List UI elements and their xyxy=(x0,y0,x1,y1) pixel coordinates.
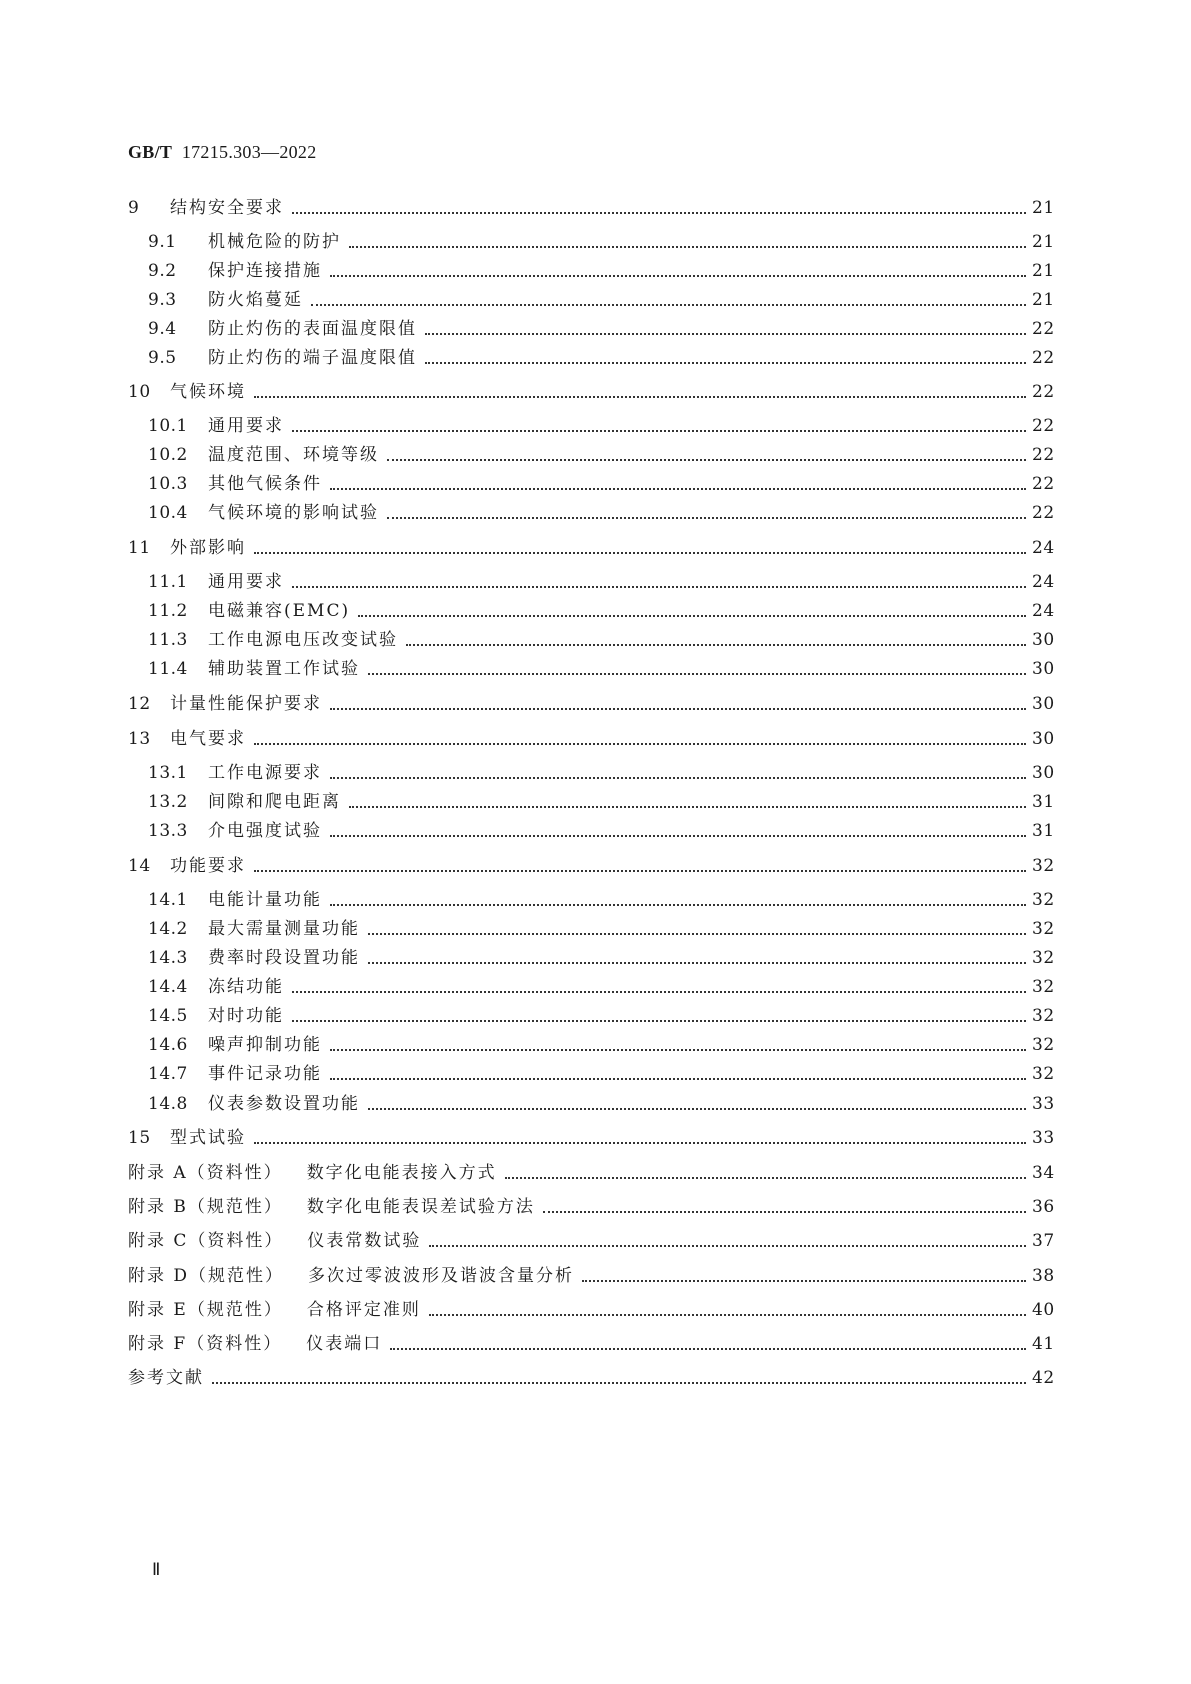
toc-leader-dots xyxy=(311,303,1026,306)
toc-entry-page: 33 xyxy=(1032,1094,1055,1114)
toc-entry-page: 21 xyxy=(1032,261,1055,281)
toc-leader-dots xyxy=(212,1381,1026,1384)
toc-entry[interactable] xyxy=(128,230,1054,254)
toc-entry-page: 24 xyxy=(1032,601,1055,621)
toc-entry[interactable] xyxy=(128,975,1054,999)
toc-leader-dots xyxy=(390,1347,1026,1350)
toc-entry-page: 30 xyxy=(1032,659,1055,679)
toc-entry-title: 电能计量功能 xyxy=(208,890,322,910)
toc-entry[interactable] xyxy=(128,317,1054,341)
toc-entry-title: 气候环境 xyxy=(170,382,246,402)
toc-leader-dots xyxy=(349,245,1026,248)
toc-entry-page: 21 xyxy=(1032,232,1055,252)
standard-number: 17215.303—2022 xyxy=(181,142,317,162)
toc-entry[interactable] xyxy=(128,501,1054,525)
toc-entry-number: 11.1 xyxy=(148,572,188,592)
toc-entry-page: 22 xyxy=(1032,416,1055,436)
toc-entry-number: 13.1 xyxy=(148,763,188,783)
toc-entry-title: 辅助装置工作试验 xyxy=(208,659,360,679)
toc-entry-title: 电磁兼容(EMC) xyxy=(208,601,351,621)
toc-entry-number: 9.1 xyxy=(148,232,177,252)
toc-leader-dots xyxy=(330,487,1026,490)
toc-entry-title: 防止灼伤的端子温度限值 xyxy=(208,348,417,368)
toc-entry[interactable] xyxy=(128,1264,1054,1288)
toc-leader-dots xyxy=(292,585,1026,588)
toc-entry-number: 9.5 xyxy=(148,348,177,368)
toc-entry[interactable] xyxy=(128,1033,1054,1057)
toc-entry-page: 37 xyxy=(1032,1231,1055,1251)
toc-entry[interactable] xyxy=(128,657,1054,681)
toc-entry-title: 数字化电能表误差试验方法 xyxy=(306,1197,535,1217)
toc-entry-title: 合格评定准则 xyxy=(306,1300,421,1320)
toc-entry-title: 温度范围、环境等级 xyxy=(208,445,379,465)
toc-leader-dots xyxy=(429,1313,1026,1316)
toc-entry-title: 结构安全要求 xyxy=(170,198,284,218)
toc-leader-dots xyxy=(254,742,1026,745)
toc-leader-dots xyxy=(330,707,1026,710)
toc-entry-title: 多次过零波波形及谐波含量分析 xyxy=(308,1266,575,1286)
toc-entry-page: 32 xyxy=(1032,1006,1055,1026)
toc-entry-number: 12 xyxy=(128,694,151,714)
toc-leader-dots xyxy=(368,961,1026,964)
toc-entry[interactable] xyxy=(128,414,1054,438)
toc-entry-page: 30 xyxy=(1032,729,1055,749)
toc-entry-page: 30 xyxy=(1032,630,1055,650)
toc-leader-dots xyxy=(292,1019,1026,1022)
toc-entry-page: 38 xyxy=(1032,1266,1055,1286)
toc-leader-dots xyxy=(582,1279,1026,1282)
toc-entry-page: 42 xyxy=(1032,1368,1055,1388)
toc-entry-page: 21 xyxy=(1032,198,1055,218)
toc-entry[interactable] xyxy=(128,196,1054,220)
toc-entry-number: 9 xyxy=(128,198,140,218)
toc-entry[interactable] xyxy=(128,472,1054,496)
standard-code: GB/T xyxy=(128,142,173,162)
toc-entry-page: 32 xyxy=(1032,890,1055,910)
toc-entry-number: 9.3 xyxy=(148,290,177,310)
toc-entry-page: 22 xyxy=(1032,445,1055,465)
toc-entry-number: 14.6 xyxy=(148,1035,188,1055)
toc-entry[interactable] xyxy=(128,1195,1054,1219)
toc-entry-number: 14 xyxy=(128,856,151,876)
toc-entry-title: 通用要求 xyxy=(208,572,284,592)
toc-entry-page: 40 xyxy=(1032,1300,1055,1320)
toc-entry-page: 31 xyxy=(1032,821,1055,841)
toc-entry-title: 工作电源要求 xyxy=(208,763,322,783)
toc-entry-title: 型式试验 xyxy=(170,1128,246,1148)
toc-leader-dots xyxy=(254,395,1026,398)
toc-entry[interactable] xyxy=(128,628,1054,652)
toc-leader-dots xyxy=(429,1244,1026,1247)
toc-leader-dots xyxy=(330,1048,1026,1051)
toc-entry-title: 保护连接措施 xyxy=(208,261,322,281)
toc-entry-page: 32 xyxy=(1032,977,1055,997)
toc-leader-dots xyxy=(349,805,1026,808)
toc-entry-title: 防止灼伤的表面温度限值 xyxy=(208,319,417,339)
toc-appendix-label: 附录 E（规范性） xyxy=(128,1300,283,1320)
toc-entry[interactable] xyxy=(128,917,1054,941)
toc-entry-page: 22 xyxy=(1032,319,1055,339)
toc-entry[interactable] xyxy=(128,854,1054,878)
toc-appendix-label: 附录 F（资料性） xyxy=(128,1334,283,1354)
toc-entry-title: 事件记录功能 xyxy=(208,1064,322,1084)
toc-leader-dots xyxy=(387,458,1026,461)
toc-entry[interactable] xyxy=(128,819,1054,843)
toc-entry-number: 14.1 xyxy=(148,890,188,910)
toc-entry[interactable] xyxy=(128,1004,1054,1028)
toc-entry-number: 14.7 xyxy=(148,1064,188,1084)
toc-leader-dots xyxy=(406,643,1026,646)
toc-entry-title: 功能要求 xyxy=(170,856,246,876)
toc-appendix-label: 附录 C（资料性） xyxy=(128,1231,284,1251)
toc-entry-page: 22 xyxy=(1032,474,1055,494)
toc-entry-title: 仪表端口 xyxy=(306,1334,383,1354)
toc-entry[interactable] xyxy=(128,1298,1054,1322)
toc-entry-title: 冻结功能 xyxy=(208,977,284,997)
toc-entry[interactable] xyxy=(128,888,1054,912)
toc-entry-page: 32 xyxy=(1032,948,1055,968)
toc-entry-page: 22 xyxy=(1032,382,1055,402)
toc-entry-number: 11.3 xyxy=(148,630,188,650)
toc-leader-dots xyxy=(425,332,1026,335)
toc-leader-dots xyxy=(292,990,1026,993)
toc-leader-dots xyxy=(292,429,1026,432)
toc-entry-page: 22 xyxy=(1032,348,1055,368)
toc-entry-page: 36 xyxy=(1032,1197,1055,1217)
toc-entry-page: 34 xyxy=(1032,1163,1055,1183)
toc-entry[interactable] xyxy=(128,536,1054,560)
toc-entry[interactable] xyxy=(128,946,1054,970)
toc-entry-title: 仪表常数试验 xyxy=(307,1231,422,1251)
toc-entry-title: 电气要求 xyxy=(170,729,246,749)
toc-entry-page: 32 xyxy=(1032,1035,1055,1055)
toc-entry-page: 32 xyxy=(1032,1064,1055,1084)
toc-leader-dots xyxy=(254,551,1026,554)
toc-entry-page: 24 xyxy=(1032,572,1055,592)
toc-leader-dots xyxy=(368,1107,1026,1110)
toc-entry-number: 13.2 xyxy=(148,792,188,812)
toc-leader-dots xyxy=(330,834,1026,837)
toc-entry-title: 防火焰蔓延 xyxy=(208,290,303,310)
toc-entry-number: 11.4 xyxy=(148,659,188,679)
toc-entry-page: 21 xyxy=(1032,290,1055,310)
toc-entry-number: 14.8 xyxy=(148,1094,188,1114)
toc-entry[interactable] xyxy=(128,1332,1054,1356)
toc-appendix-label: 附录 B（规范性） xyxy=(128,1197,283,1217)
toc-entry[interactable] xyxy=(128,1126,1054,1150)
toc-entry-page: 24 xyxy=(1032,538,1055,558)
toc-leader-dots xyxy=(292,211,1026,214)
toc-entry-number: 10.1 xyxy=(148,416,188,436)
toc-entry-title: 气候环境的影响试验 xyxy=(208,503,379,523)
toc-leader-dots xyxy=(425,361,1026,364)
toc-leader-dots xyxy=(330,274,1026,277)
toc-appendix-label: 附录 A（资料性） xyxy=(128,1163,283,1183)
toc-entry-number: 14.3 xyxy=(148,948,188,968)
toc-entry[interactable] xyxy=(128,259,1054,283)
toc-entry-title: 噪声抑制功能 xyxy=(208,1035,322,1055)
toc-entry[interactable] xyxy=(128,692,1054,716)
toc-entry-number: 9.4 xyxy=(148,319,177,339)
toc-appendix-label: 附录 D（规范性） xyxy=(128,1266,285,1286)
toc-entry-title: 费率时段设置功能 xyxy=(208,948,360,968)
toc-entry-title: 计量性能保护要求 xyxy=(170,694,322,714)
toc-entry-title: 介电强度试验 xyxy=(208,821,322,841)
toc-entry[interactable] xyxy=(128,727,1054,751)
toc-leader-dots xyxy=(254,1141,1026,1144)
toc-entry-title: 数字化电能表接入方式 xyxy=(306,1163,497,1183)
toc-entry-page: 30 xyxy=(1032,694,1055,714)
toc-leader-dots xyxy=(330,903,1026,906)
toc-leader-dots xyxy=(330,776,1026,779)
toc-entry-number: 10.4 xyxy=(148,503,188,523)
toc-entry-number: 10.2 xyxy=(148,445,188,465)
toc-leader-dots xyxy=(505,1176,1026,1179)
page-number: Ⅱ xyxy=(152,1560,161,1579)
toc-entry-title: 仪表参数设置功能 xyxy=(208,1094,360,1114)
toc-entry[interactable] xyxy=(128,443,1054,467)
toc-entry-title: 对时功能 xyxy=(208,1006,284,1026)
toc-entry-number: 14.4 xyxy=(148,977,188,997)
toc-entry-number: 15 xyxy=(128,1128,151,1148)
toc-entry-title: 最大需量测量功能 xyxy=(208,919,360,939)
toc-leader-dots xyxy=(358,614,1026,617)
toc-entry-number: 14.5 xyxy=(148,1006,188,1026)
toc-entry[interactable] xyxy=(128,346,1054,370)
toc-entry[interactable] xyxy=(128,1161,1054,1185)
toc-entry-page: 32 xyxy=(1032,919,1055,939)
toc-entry-number: 13 xyxy=(128,729,151,749)
toc-entry-number: 11 xyxy=(128,538,151,558)
toc-entry-title: 工作电源电压改变试验 xyxy=(208,630,398,650)
toc-entry-page: 33 xyxy=(1032,1128,1055,1148)
toc-entry-page: 31 xyxy=(1032,792,1055,812)
toc-entry[interactable] xyxy=(128,1366,1054,1390)
toc-entry-page: 30 xyxy=(1032,763,1055,783)
toc-entry[interactable] xyxy=(128,380,1054,404)
standard-header xyxy=(128,142,317,163)
toc-leader-dots xyxy=(368,932,1026,935)
toc-entry[interactable] xyxy=(128,570,1054,594)
toc-entry-title: 机械危险的防护 xyxy=(208,232,341,252)
toc-leader-dots xyxy=(543,1210,1026,1213)
toc-leader-dots xyxy=(330,1077,1026,1080)
toc-entry[interactable] xyxy=(128,1229,1054,1253)
toc-entry-page: 32 xyxy=(1032,856,1055,876)
toc-entry[interactable] xyxy=(128,761,1054,785)
toc-entry-title: 外部影响 xyxy=(170,538,246,558)
toc-entry-page: 41 xyxy=(1032,1334,1055,1354)
toc-entry-number: 13.3 xyxy=(148,821,188,841)
toc-entry-number: 10.3 xyxy=(148,474,188,494)
toc-entry-title: 间隙和爬电距离 xyxy=(208,792,341,812)
toc-entry[interactable] xyxy=(128,790,1054,814)
toc-entry-title: 其他气候条件 xyxy=(208,474,322,494)
toc-entry-number: 11.2 xyxy=(148,601,188,621)
toc-leader-dots xyxy=(368,672,1026,675)
toc-entry-number: 10 xyxy=(128,382,151,402)
toc-leader-dots xyxy=(387,516,1026,519)
toc-entry-number: 14.2 xyxy=(148,919,188,939)
toc-entry-page: 22 xyxy=(1032,503,1055,523)
toc-entry-title: 通用要求 xyxy=(208,416,284,436)
toc-entry[interactable] xyxy=(128,1062,1054,1086)
toc-entry-number: 9.2 xyxy=(148,261,177,281)
toc-entry[interactable] xyxy=(128,599,1054,623)
toc-entry[interactable] xyxy=(128,288,1054,312)
toc-entry[interactable] xyxy=(128,1092,1054,1116)
toc-entry-title: 参考文献 xyxy=(128,1368,204,1388)
toc-leader-dots xyxy=(254,869,1026,872)
